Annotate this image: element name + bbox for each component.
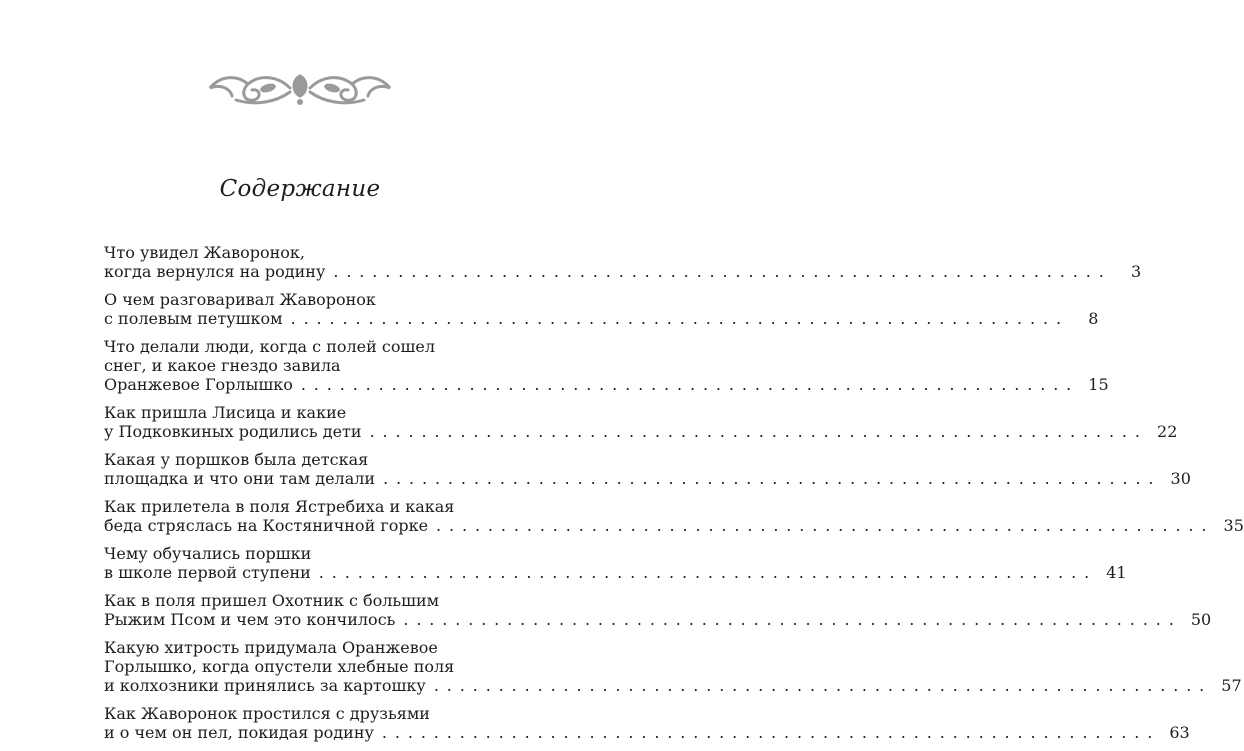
- toc-page-number: 41: [1106, 563, 1127, 582]
- table-of-contents: [104, 243, 1244, 751]
- toc-entry-title-line: и колхозники принялись за картошку: [104, 676, 426, 695]
- toc-entry: [104, 290, 1099, 328]
- toc-entry-title-line: Как прилетела в поля Ястребиха и какая: [104, 497, 455, 516]
- toc-entry-title-line: Оранжевое Горлышко: [104, 375, 293, 394]
- toc-entry-title-line: у Подковкиных родились дети: [104, 422, 362, 441]
- dot-leader: . . . . . . . . . . . . . . . . . . . . . . . . . . . . . . . . . . . . . . . . . . . . . . . . . . . . . . . . . . . .: [290, 309, 1063, 328]
- toc-entry-title-line: снег, и какое гнездо завила: [104, 356, 341, 375]
- toc-page-number: 8: [1088, 309, 1099, 328]
- toc-entry: [104, 450, 1191, 488]
- toc-entry-title-line: площадка и что они там делали: [104, 469, 376, 488]
- toc-entry: [104, 497, 1244, 535]
- toc-page-number: 57: [1221, 676, 1242, 695]
- toc-entry: [104, 591, 1212, 629]
- toc-entry-title-line: в школе первой ступени: [104, 563, 311, 582]
- dot-leader: . . . . . . . . . . . . . . . . . . . . . . . . . . . . . . . . . . . . . . . . . . . . . . . . . . . . . . . . . . . .: [318, 563, 1091, 582]
- toc-entry-title-line: О чем разговаривал Жаворонок: [104, 290, 376, 309]
- toc-entry-title-line: Какую хитрость придумала Оранжевое: [104, 638, 438, 657]
- toc-entry: [104, 403, 1178, 441]
- toc-page-number: 50: [1190, 610, 1212, 629]
- toc-entry-title-line: когда вернулся на родину: [104, 262, 326, 281]
- toc-entry: [104, 243, 1142, 281]
- decorative-vignette-icon: [200, 66, 400, 110]
- toc-entry-title-line: и о чем он пел, покидая родину: [104, 723, 374, 742]
- toc-entry: [104, 638, 1242, 695]
- toc-entry-title-line: с полевым петушком: [104, 309, 283, 328]
- toc-entry-title-line: Какая у поршков была детская: [104, 450, 369, 469]
- toc-entry: [104, 544, 1127, 582]
- dot-leader: . . . . . . . . . . . . . . . . . . . . . . . . . . . . . . . . . . . . . . . . . . . . . . . . . . . . . . . . . . . .: [383, 469, 1155, 488]
- dot-leader: . . . . . . . . . . . . . . . . . . . . . . . . . . . . . . . . . . . . . . . . . . . . . . . . . . . . . . . . . . . .: [381, 723, 1154, 742]
- dot-leader: . . . . . . . . . . . . . . . . . . . . . . . . . . . . . . . . . . . . . . . . . . . . . . . . . . . . . . . . . . . .: [333, 262, 1106, 281]
- toc-entry: [104, 337, 1109, 394]
- toc-entry-title-line: Рыжим Псом и чем это кончилось: [104, 610, 396, 629]
- toc-entry-title-line: Как в поля пришел Охотник с большим: [104, 591, 440, 610]
- toc-entry-title-line: Что делали люди, когда с полей сошел: [104, 337, 435, 356]
- dot-leader: . . . . . . . . . . . . . . . . . . . . . . . . . . . . . . . . . . . . . . . . . . . . . . . . . . . . . . . . . . . .: [433, 676, 1206, 695]
- toc-page-number: 30: [1170, 469, 1191, 488]
- dot-leader: . . . . . . . . . . . . . . . . . . . . . . . . . . . . . . . . . . . . . . . . . . . . . . . . . . . . . . . . . . . .: [436, 516, 1208, 535]
- toc-entry-title-line: беда стряслась на Костяничной горке: [104, 516, 429, 535]
- toc-entry-title-line: Как пришла Лисица и какие: [104, 403, 347, 422]
- toc-entry: [104, 704, 1190, 742]
- dot-leader: . . . . . . . . . . . . . . . . . . . . . . . . . . . . . . . . . . . . . . . . . . . . . . . . . . . . . . . . . . . .: [369, 422, 1142, 441]
- toc-page-number: 3: [1131, 262, 1142, 281]
- toc-page-number: 22: [1157, 422, 1178, 441]
- toc-entry-title-line: Чему обучались поршки: [104, 544, 312, 563]
- dot-leader: . . . . . . . . . . . . . . . . . . . . . . . . . . . . . . . . . . . . . . . . . . . . . . . . . . . . . . . . . . . .: [403, 610, 1176, 629]
- toc-entry-title-line: Горлышко, когда опустели хлебные поля: [104, 657, 455, 676]
- page-title: Содержание: [219, 176, 381, 202]
- toc-page-number: 15: [1088, 375, 1109, 394]
- toc-entry-title-line: Как Жаворонок простился с друзьями: [104, 704, 430, 723]
- toc-entry-title-line: Что увидел Жаворонок,: [104, 243, 306, 262]
- dot-leader: . . . . . . . . . . . . . . . . . . . . . . . . . . . . . . . . . . . . . . . . . . . . . . . . . . . . . . . . . . . .: [300, 375, 1073, 394]
- toc-page-number: 35: [1223, 516, 1244, 535]
- toc-page-number: 63: [1169, 723, 1190, 742]
